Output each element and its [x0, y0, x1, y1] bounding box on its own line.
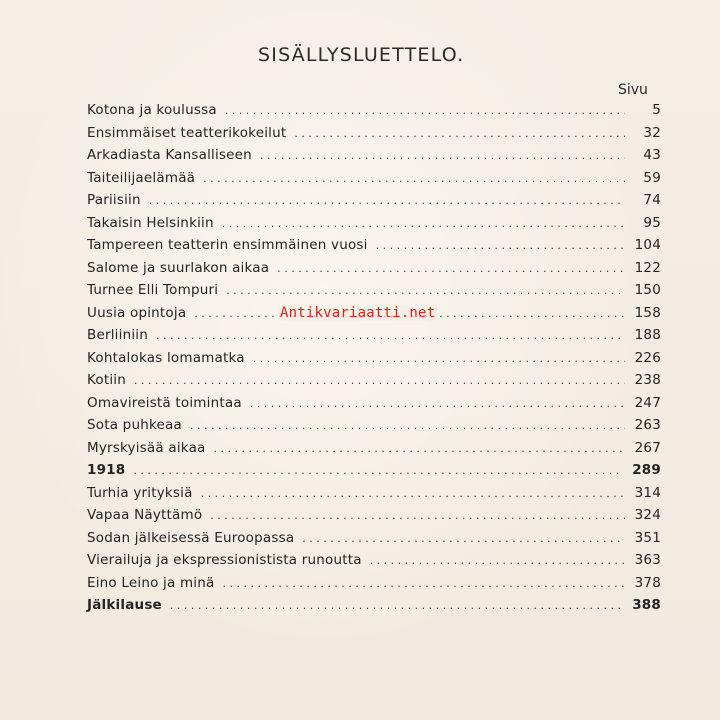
page-number: 289 — [632, 462, 661, 478]
chapter-title: Taiteilijaelämää — [87, 169, 196, 186]
toc-entry — [87, 530, 661, 553]
dot-leader — [190, 419, 625, 432]
dot-leader — [226, 284, 625, 297]
toc-entry — [87, 350, 661, 373]
toc-entry — [87, 327, 661, 350]
dot-leader — [203, 172, 625, 185]
chapter-title: Salome ja suurlakon aikaa — [87, 259, 270, 276]
page-number: 388 — [632, 597, 661, 613]
toc-entry — [87, 170, 661, 193]
page-number: 188 — [634, 327, 661, 343]
dot-leader — [376, 239, 625, 252]
toc-entry — [87, 147, 661, 170]
chapter-title: Takaisin Helsinkiin — [87, 214, 214, 231]
toc-entry — [87, 260, 661, 283]
chapter-title: Turnee Elli Tompuri — [87, 282, 219, 298]
chapter-title: Vapaa Näyttämö — [87, 507, 203, 523]
page-number: 5 — [652, 102, 661, 118]
dot-leader — [260, 149, 625, 162]
page-column-label: Sivu — [618, 82, 648, 98]
dot-leader — [214, 442, 625, 455]
page-number: 158 — [634, 304, 661, 321]
watermark: Antikvariaatti.net — [280, 305, 436, 321]
chapter-title: Omavireistä toimintaa — [87, 394, 242, 411]
chapter-title: Kotona ja koulussa — [87, 102, 217, 118]
page-number: 267 — [634, 439, 661, 456]
toc-entry — [87, 372, 661, 395]
toc-entry — [87, 417, 661, 440]
dot-leader — [222, 217, 625, 230]
toc-entry — [87, 192, 661, 215]
page-number: 263 — [634, 417, 661, 433]
page-number: 43 — [643, 147, 661, 163]
page-number: 59 — [643, 169, 661, 186]
chapter-title: Eino Leino ja minä — [87, 574, 215, 591]
chapter-title: Turhia yrityksiä — [87, 484, 193, 501]
page-number: 351 — [634, 529, 661, 546]
page-number: 122 — [634, 259, 661, 276]
table-of-contents — [87, 102, 661, 620]
dot-leader — [253, 352, 625, 365]
toc-entry — [87, 125, 661, 148]
dot-leader — [133, 464, 624, 477]
dot-leader — [294, 127, 625, 140]
page-number: 32 — [643, 124, 661, 141]
dot-leader — [134, 374, 625, 387]
chapter-title: Tampereen teatterin ensimmäinen vuosi — [87, 237, 368, 253]
toc-entry — [87, 597, 661, 620]
chapter-title: Vierailuja ja ekspressionistista runoutta — [87, 552, 362, 568]
page-number: 238 — [634, 372, 661, 388]
dot-leader — [302, 532, 625, 545]
page-number: 74 — [643, 192, 661, 208]
page-title: SISÄLLYSLUETTELO. — [258, 44, 465, 66]
page-number: 378 — [634, 574, 661, 591]
chapter-title: Kotiin — [87, 372, 126, 388]
dot-leader — [370, 554, 625, 567]
dot-leader — [170, 599, 624, 612]
page-number: 247 — [634, 394, 661, 411]
toc-entry — [87, 395, 661, 418]
chapter-title: Kohtalokas lomamatka — [87, 349, 245, 366]
toc-entry — [87, 215, 661, 238]
page-number: 363 — [634, 552, 661, 568]
chapter-title: Arkadiasta Kansalliseen — [87, 147, 252, 163]
chapter-title: Sodan jälkeisessä Euroopassa — [87, 529, 295, 546]
toc-entry — [87, 485, 661, 508]
dot-leader — [277, 262, 625, 275]
toc-entry — [87, 575, 661, 598]
dot-leader — [222, 577, 625, 590]
toc-entry — [87, 507, 661, 530]
chapter-title: Uusia opintoja — [87, 304, 187, 321]
toc-entry — [87, 102, 661, 125]
chapter-title: Jälkilause — [87, 597, 162, 613]
dot-leader — [225, 104, 625, 117]
chapter-title: Myrskyisää aikaa — [87, 439, 206, 456]
dot-leader — [210, 509, 625, 522]
chapter-title: Pariisiin — [87, 192, 141, 208]
page-number: 314 — [634, 484, 661, 501]
dot-leader — [250, 397, 625, 410]
chapter-title: Berliiniin — [87, 327, 148, 343]
toc-entry — [87, 462, 661, 485]
page-number: 226 — [634, 349, 661, 366]
page-number: 104 — [634, 237, 661, 253]
dot-leader — [156, 329, 625, 342]
toc-entry — [87, 237, 661, 260]
chapter-title: Ensimmäiset teatterikokeilut — [87, 124, 287, 141]
dot-leader — [201, 487, 625, 500]
toc-entry — [87, 552, 661, 575]
page-number: 150 — [634, 282, 661, 298]
page-number: 324 — [634, 507, 661, 523]
toc-entry — [87, 440, 661, 463]
dot-leader — [149, 194, 625, 207]
toc-entry — [87, 282, 661, 305]
chapter-title: Sota puhkeaa — [87, 417, 182, 433]
page-number: 95 — [643, 214, 661, 231]
chapter-title: 1918 — [87, 462, 126, 478]
